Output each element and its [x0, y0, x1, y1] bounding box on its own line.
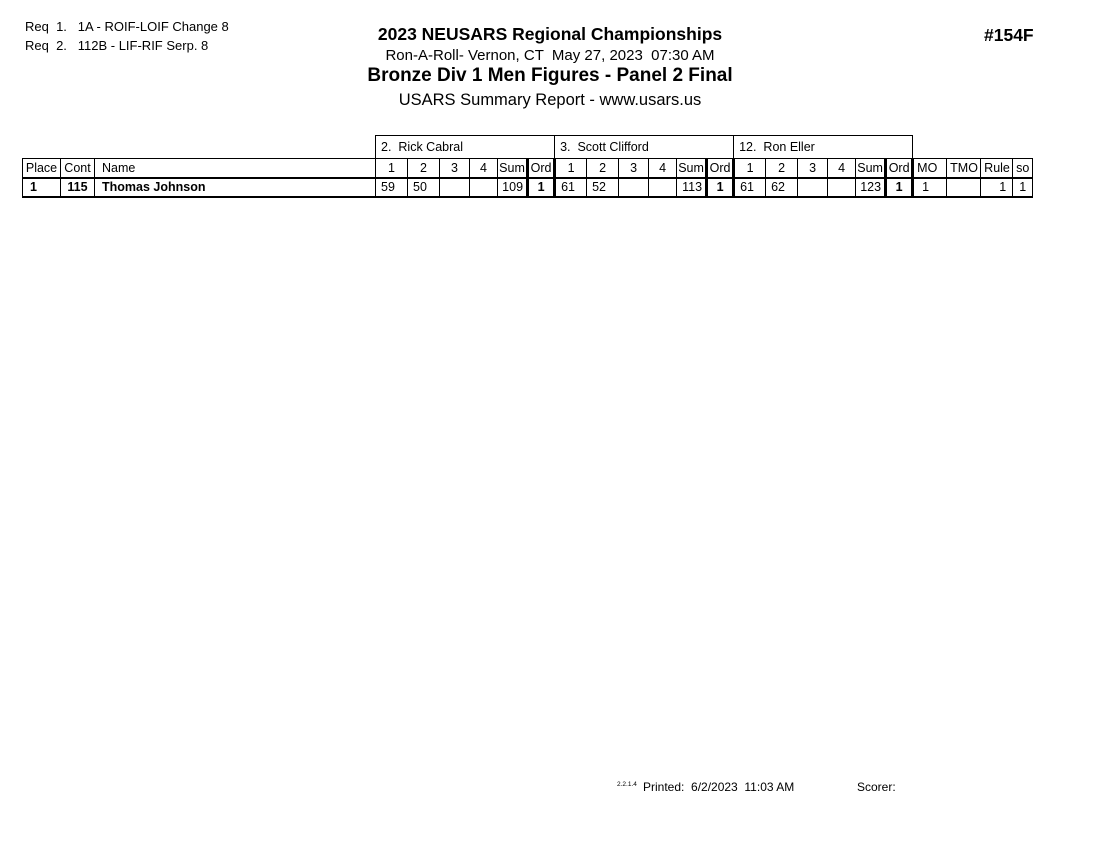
col-header-so: so [1013, 159, 1033, 178]
cell-j1-sum: 109 [498, 178, 528, 197]
col-header-j2-3: 3 [619, 159, 649, 178]
cell-j3-s1: 61 [734, 178, 766, 197]
table-row [23, 178, 1033, 197]
results-table [22, 135, 1033, 198]
col-header-cont: Cont [61, 159, 95, 178]
cell-j2-s3 [619, 178, 649, 197]
judge-2-name: 3. Scott Clifford [555, 136, 734, 159]
cell-j2-s4 [649, 178, 677, 197]
championship-title: 2023 NEUSARS Regional Championships [377, 24, 723, 44]
cell-tmo [947, 178, 981, 197]
col-header-j2-4: 4 [649, 159, 677, 178]
cell-cont: 115 [61, 178, 95, 197]
cell-j3-ord: 1 [886, 178, 913, 197]
col-header-j2-ord: Ord [707, 159, 734, 178]
requirement-line-1: Req 1. 1A - ROIF-LOIF Change 8 [25, 19, 229, 34]
col-header-j1-4: 4 [470, 159, 498, 178]
cell-skater-name: Thomas Johnson [95, 178, 376, 197]
cell-j3-s2: 62 [766, 178, 798, 197]
column-header-row [23, 159, 1033, 178]
report-number: #154F [984, 25, 1034, 45]
col-header-j1-ord: Ord [528, 159, 555, 178]
col-header-j3-ord: Ord [886, 159, 913, 178]
cell-rule: 1 [981, 178, 1013, 197]
cell-j1-ord: 1 [528, 178, 555, 197]
cell-j1-s4 [470, 178, 498, 197]
cell-so: 1 [1013, 178, 1033, 197]
col-header-j3-4: 4 [828, 159, 856, 178]
col-header-j3-2: 2 [766, 159, 798, 178]
summary-report-line: USARS Summary Report - www.usars.us [398, 91, 702, 109]
cell-mo: 1 [913, 178, 947, 197]
event-title: Bronze Div 1 Men Figures - Panel 2 Final [367, 65, 733, 86]
col-header-j3-3: 3 [798, 159, 828, 178]
col-header-name: Name [95, 159, 376, 178]
cell-j2-sum: 113 [677, 178, 707, 197]
cell-j1-s2: 50 [408, 178, 440, 197]
col-header-j2-1: 1 [555, 159, 587, 178]
cell-j2-s1: 61 [555, 178, 587, 197]
cell-j3-s4 [828, 178, 856, 197]
cell-j2-ord: 1 [707, 178, 734, 197]
col-header-j3-sum: Sum [856, 159, 886, 178]
col-header-j1-1: 1 [376, 159, 408, 178]
scorer-label: Scorer: [857, 780, 896, 794]
col-header-tmo: TMO [947, 159, 981, 178]
cell-j1-s1: 59 [376, 178, 408, 197]
cell-j1-s3 [440, 178, 470, 197]
judges-row-right-spacer [913, 136, 1033, 159]
judge-3-name: 12. Ron Eller [734, 136, 913, 159]
judges-row-left-spacer [23, 136, 376, 159]
col-header-rule: Rule [981, 159, 1013, 178]
judges-header-row [23, 136, 1033, 159]
cell-j3-s3 [798, 178, 828, 197]
software-version: 2.2.1.4 [617, 781, 637, 788]
cell-place: 1 [23, 178, 61, 197]
printed-timestamp: Printed: 6/2/2023 11:03 AM [643, 780, 795, 794]
col-header-j3-1: 1 [734, 159, 766, 178]
col-header-j1-sum: Sum [498, 159, 528, 178]
col-header-j1-3: 3 [440, 159, 470, 178]
judge-1-name: 2. Rick Cabral [376, 136, 555, 159]
cell-j3-sum: 123 [856, 178, 886, 197]
requirement-line-2: Req 2. 112B - LIF-RIF Serp. 8 [25, 38, 209, 53]
col-header-j1-2: 2 [408, 159, 440, 178]
venue-date-line: Ron-A-Roll- Vernon, CT May 27, 2023 07:30 AM [385, 47, 715, 64]
col-header-mo: MO [913, 159, 947, 178]
col-header-j2-2: 2 [587, 159, 619, 178]
col-header-j2-sum: Sum [677, 159, 707, 178]
col-header-place: Place [23, 159, 61, 178]
cell-j2-s2: 52 [587, 178, 619, 197]
